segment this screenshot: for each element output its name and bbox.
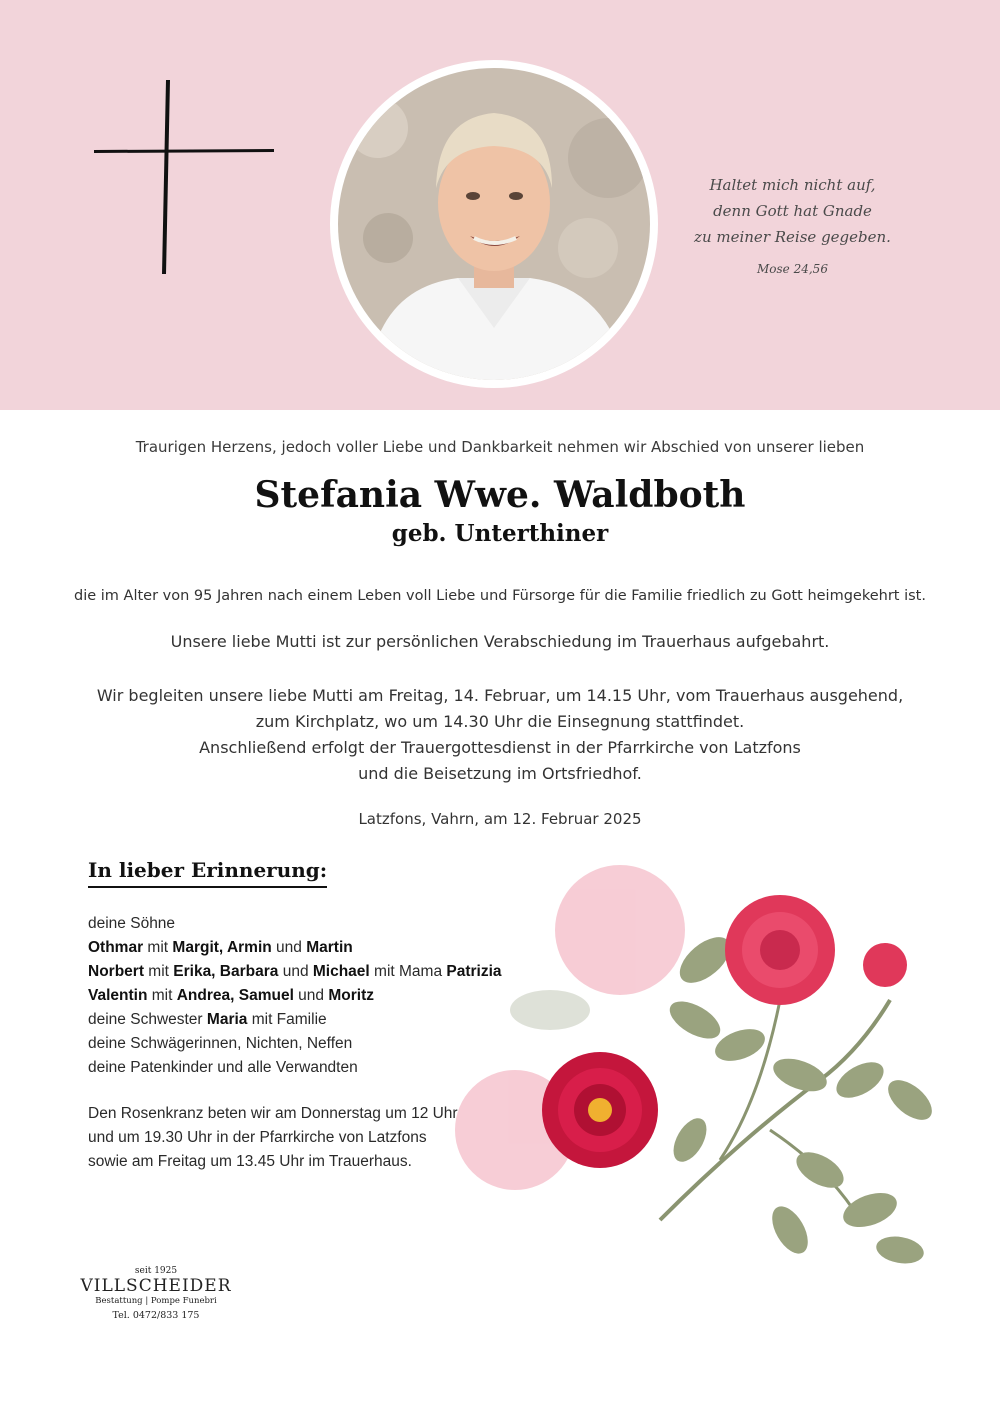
rosary-line: Den Rosenkranz beten wir am Donnerstag um 12 Uhr: [88, 1105, 458, 1122]
age-text: die im Alter von 95 Jahren nach einem Leben voll Liebe und Fürsorge für die Familie friedlich zu Gott heimgekehrt ist.: [74, 588, 926, 604]
verse-line: Haltet mich nicht auf,: [709, 176, 876, 194]
funeral-details: [0, 683, 1000, 787]
mourner-line: deine Schwägerinnen, Nichten, Neffen: [88, 1035, 353, 1052]
undertaker-logo: [80, 1266, 232, 1321]
bible-verse: [680, 172, 905, 282]
mourner-line: Norbert mit Erika, Barbara und Michael mit Mama Patrizia: [88, 963, 502, 980]
mourner-line: Othmar mit Margit, Armin und Martin: [88, 939, 353, 956]
verse-line: denn Gott hat Gnade: [713, 202, 872, 220]
funeral-line: zum Kirchplatz, wo um 14.30 Uhr die Einsegnung stattfindet.: [255, 712, 745, 731]
funeral-line: Anschließend erfolgt der Trauergottesdienst in der Pfarrkirche von Latzfons: [199, 738, 801, 757]
mourner-line: deine Schwester Maria mit Familie: [88, 1011, 327, 1028]
mourners-list: [88, 912, 558, 1080]
logo-subtitle: Bestattung | Pompe Funebri: [95, 1296, 217, 1306]
funeral-line: Wir begleiten unsere liebe Mutti am Freitag, 14. Februar, um 14.15 Uhr, vom Trauerhaus ausgehend,: [96, 686, 904, 705]
portrait-photo: [338, 68, 650, 380]
verse-reference: Mose 24,56: [757, 262, 828, 276]
logo-name: VILLSCHEIDER: [80, 1276, 232, 1296]
funeral-line: und die Beisetzung im Ortsfriedhof.: [358, 764, 642, 783]
red-rose: [542, 1052, 658, 1168]
rosary-text: [88, 1102, 488, 1174]
mourner-line: deine Söhne: [88, 915, 176, 932]
mourner-line: Valentin mit Andrea, Samuel und Moritz: [88, 987, 374, 1004]
viewing-text: Unsere liebe Mutti ist zur persönlichen Verabschiedung im Trauerhaus aufgebahrt.: [170, 632, 830, 651]
portrait-frame: [330, 60, 658, 388]
memory-title: In lieber Erinnerung:: [88, 858, 327, 888]
pink-rose: [725, 895, 907, 1005]
place-date: Latzfons, Vahrn, am 12. Februar 2025: [358, 810, 642, 828]
cross-icon: [94, 78, 274, 274]
rosary-line: sowie am Freitag um 13.45 Uhr im Trauerhaus.: [88, 1153, 412, 1170]
deceased-name: Stefania Wwe. Waldboth: [254, 474, 746, 516]
mourner-line: deine Patenkinder und alle Verwandten: [88, 1059, 358, 1076]
intro-text: Traurigen Herzens, jedoch voller Liebe und Dankbarkeit nehmen wir Abschied von unserer lieben: [135, 438, 865, 456]
rosary-line: und um 19.30 Uhr in der Pfarrkirche von Latzfons: [88, 1129, 427, 1146]
logo-phone: Tel. 0472/833 175: [112, 1310, 200, 1321]
maiden-name: geb. Unterthiner: [391, 520, 609, 547]
verse-line: zu meiner Reise gegeben.: [694, 228, 891, 246]
logo-since: seit 1925: [134, 1266, 178, 1276]
